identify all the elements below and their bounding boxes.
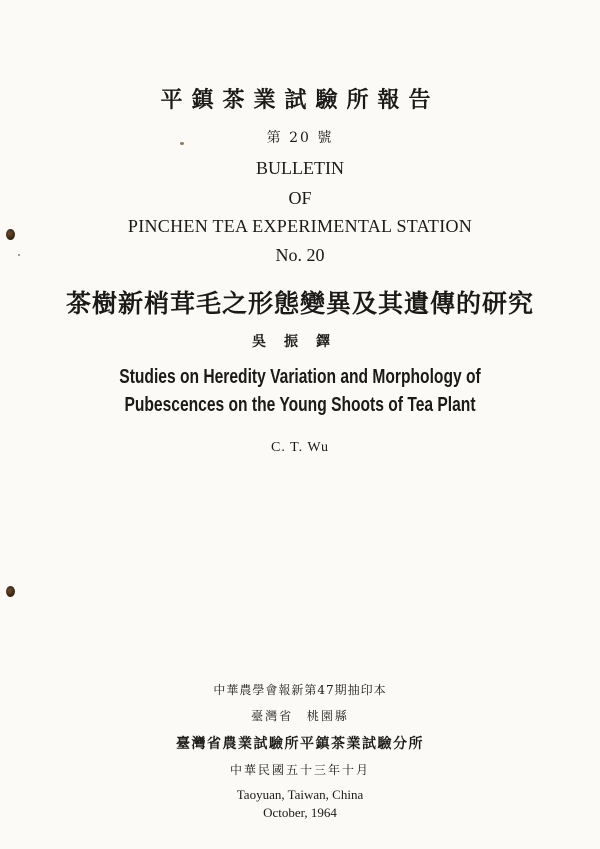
date-en: October, 1964	[263, 805, 337, 820]
publisher-cn: 臺灣省農業試驗所平鎮茶業試驗分所	[176, 736, 424, 752]
bulletin-number: No. 20	[275, 245, 325, 265]
bulletin-label: BULLETIN	[256, 158, 344, 178]
author-name-en: C. T. Wu	[271, 440, 329, 455]
issue-number-cn: 第 20 號	[266, 130, 334, 146]
reprint-source-cn: 中華農學會報新第47期抽印本	[213, 683, 387, 697]
institution-title-cn: 平鎮茶業試驗所報告	[160, 87, 440, 113]
station-name: PINCHEN TEA EXPERIMENTAL STATION	[127, 216, 473, 236]
place-en: Taoyuan, Taiwan, China	[236, 787, 364, 802]
article-title-en-line2: Pubescences on the Young Shoots of Tea Plant	[124, 394, 476, 416]
article-title-cn: 茶樹新梢茸毛之形態變異及其遺傳的研究	[65, 289, 534, 318]
of-label: OF	[288, 188, 312, 208]
binding-hole-bottom	[6, 586, 15, 597]
author-name-cn: 吳振鐸	[252, 334, 348, 350]
location-cn: 臺灣省 桃園縣	[251, 709, 349, 723]
article-title-en-line1: Studies on Heredity Variation and Morphology of	[119, 366, 481, 388]
date-cn: 中華民國五十三年十月	[229, 763, 370, 777]
